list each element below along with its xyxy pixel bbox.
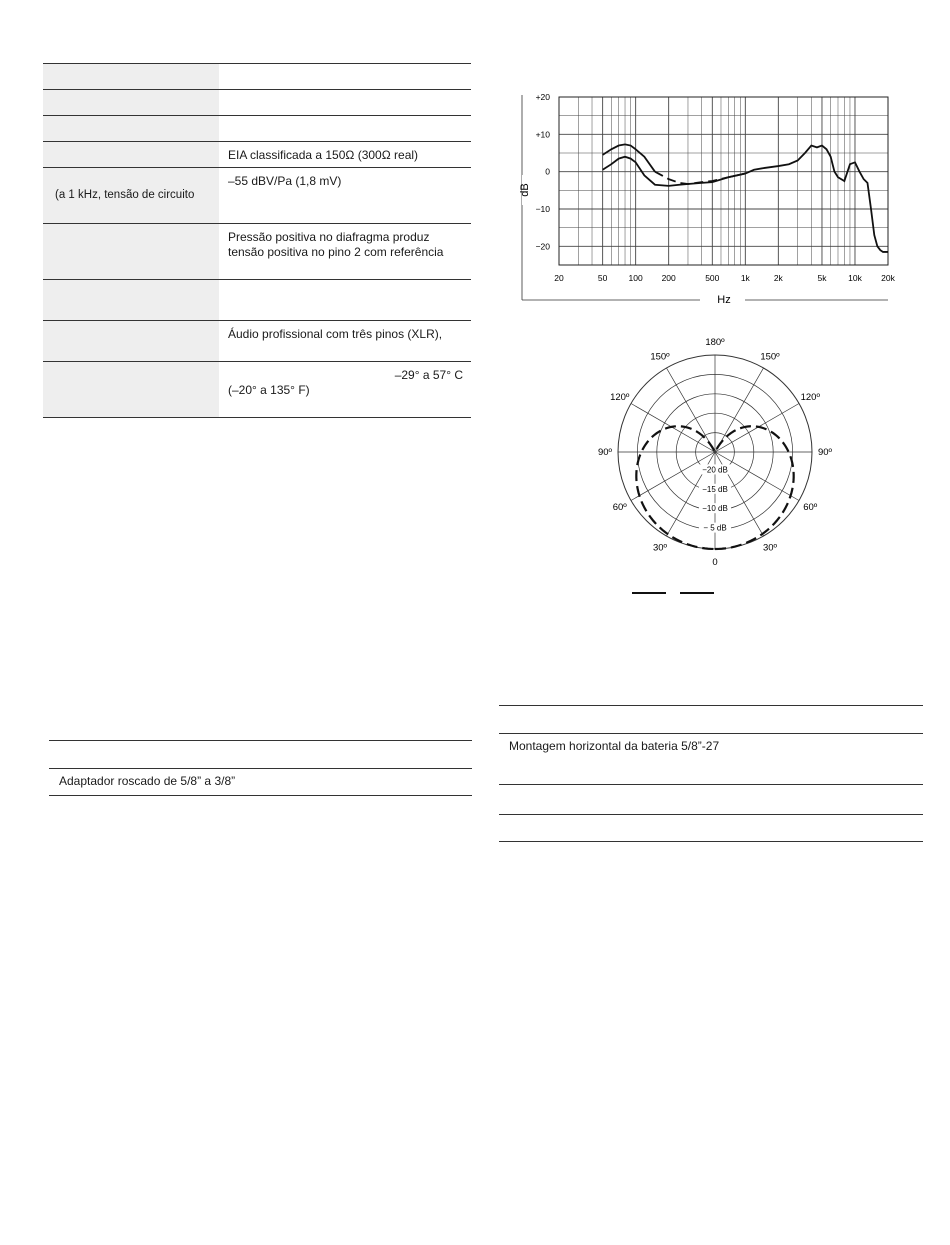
polar-angle-label: 120º	[610, 392, 630, 403]
polar-pattern-chart	[585, 335, 845, 575]
tick-labels	[536, 92, 896, 283]
y-axis-label: dB	[519, 183, 531, 197]
spec-row-temperature	[43, 361, 471, 418]
y-tick-label: −20	[535, 241, 550, 252]
polar-angle-label: 180º	[705, 337, 725, 348]
temperature-fahrenheit: (–20° a 135° F)	[228, 383, 310, 397]
spec-value	[219, 280, 471, 320]
polarity-value: Pressão positiva no diafragma produz tensão positiva no pino 2 com referência	[228, 230, 444, 259]
plot-border	[559, 97, 888, 265]
y-tick-label: 0	[545, 166, 550, 177]
table-row	[499, 814, 923, 842]
polar-spoke	[631, 404, 715, 453]
y-tick-label: +10	[535, 129, 550, 140]
accessories-table-left	[49, 740, 472, 796]
x-tick-label: 20k	[881, 273, 895, 283]
table-row-thread-adapter: Adaptador roscado de 5/8” a 3/8”	[49, 768, 472, 796]
x-tick-label: 10k	[848, 273, 862, 283]
spec-row	[43, 115, 471, 141]
sensitivity-label: (a 1 kHz, tensão de circuito	[43, 168, 219, 223]
legend-line-solid-2	[680, 592, 714, 594]
x-tick-label: 500	[705, 273, 720, 283]
x-tick-label: 200	[661, 273, 676, 283]
accessories-table-right-2	[499, 814, 923, 842]
spec-label	[43, 362, 219, 417]
ring-label: −20 dB	[702, 465, 728, 475]
polar-spoke	[667, 368, 716, 452]
spec-value	[219, 64, 471, 89]
x-tick-label: 20	[554, 273, 564, 283]
table-row-drum-mount: Montagem horizontal da bateria 5/8”-27	[499, 733, 923, 785]
table-row	[499, 705, 923, 733]
polar-angle-label: 150º	[650, 351, 670, 363]
response-curve-segment	[728, 146, 888, 252]
grid	[559, 97, 888, 265]
x-tick-label: 1k	[740, 273, 750, 283]
polar-angle-label: 0	[712, 557, 718, 568]
spec-value	[219, 116, 471, 141]
sensitivity-value: –55 dBV/Pa (1,8 mV)	[228, 174, 342, 188]
spec-label	[43, 142, 219, 167]
temperature-celsius: –29° a 57° C	[394, 368, 463, 382]
polar-angle-label: 90º	[817, 447, 833, 458]
ring-label: −15 dB	[702, 484, 728, 494]
frequency-response-chart	[500, 85, 910, 310]
spec-label	[43, 90, 219, 115]
specifications-table	[43, 63, 471, 418]
x-tick-label: 5k	[817, 273, 827, 283]
polar-angle-label: 120º	[800, 392, 820, 403]
response-curve-dashed-segment	[655, 172, 728, 184]
spec-row	[43, 63, 471, 89]
polar-spokes	[618, 355, 812, 549]
temperature-value	[219, 362, 471, 417]
spec-label	[43, 116, 219, 141]
connector-value: Áudio profissional com três pinos (XLR),	[228, 327, 443, 341]
spec-label	[43, 64, 219, 89]
polar-angle-label: 90º	[597, 447, 613, 458]
polar-angle-label: 150º	[760, 351, 780, 363]
x-tick-label: 2k	[773, 273, 783, 283]
spec-row-impedance	[43, 141, 471, 167]
polar-angle-label: 30º	[652, 542, 668, 554]
spec-row	[43, 279, 471, 320]
accessories-table-right	[499, 705, 923, 785]
spec-label	[43, 224, 219, 279]
spec-row	[43, 89, 471, 115]
spec-row-polarity	[43, 223, 471, 279]
ring-label: − 5 dB	[703, 523, 727, 533]
spec-label	[43, 321, 219, 361]
spec-value	[219, 90, 471, 115]
table-row	[49, 740, 472, 768]
legend-line-solid-1	[632, 592, 666, 594]
impedance-value: EIA classificada a 150Ω (300Ω real)	[228, 148, 419, 162]
spec-label	[43, 280, 219, 320]
spec-row-connector	[43, 320, 471, 361]
spec-row-sensitivity	[43, 167, 471, 223]
y-tick-label: −10	[535, 204, 550, 214]
x-tick-label: 50	[597, 273, 608, 283]
polar-angle-label: 60º	[612, 502, 627, 513]
y-tick-label: +20	[535, 92, 550, 102]
x-tick-label: 100	[628, 273, 643, 283]
x-axis-label: Hz	[717, 294, 731, 306]
ring-label: −10 dB	[702, 504, 728, 514]
polar-angle-label: 60º	[803, 502, 818, 513]
polar-spoke	[715, 404, 799, 453]
polar-angle-label: 30º	[762, 542, 778, 554]
